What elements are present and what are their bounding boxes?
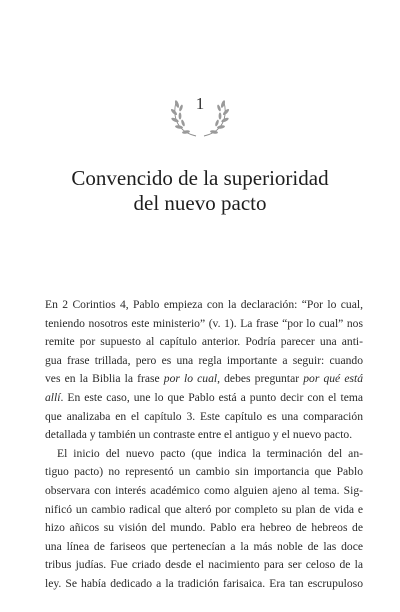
italic-phrase: allí [45,390,61,404]
text-line: gua frase trillada, pero es una regla importante a seguir: cuando [45,353,363,367]
text-line: nificó un cambio radical que alteró por completo su plan de vida e [45,502,363,516]
chapter-number: 1 [195,94,205,113]
text-line [45,370,363,389]
text-run: , debes preguntar [217,372,304,386]
text-line: El inicio del nuevo pacto (que indica la terminación del an- [57,446,363,460]
text-line: En 2 Corintios 4, Pablo empieza con la declaración: “Por lo cual, [45,298,363,311]
chapter-title [20,166,380,216]
text-run: ves en la Biblia la frase [45,372,164,386]
text-line: tribus judías. Fue criado desde el nacimiento para ser celoso de la [45,558,363,572]
italic-phrase: por lo cual [163,372,218,386]
text-line: remite por supuesto al capítulo anterior. Podría parecer una anti- [45,335,363,349]
text-line: una línea de fariseos que pertenecían a la más noble de las doce [45,539,363,553]
text-line: ley. Se había dedicado a la tradición farisaica. Era tan escrupuloso [45,576,363,590]
text-line: observara con interés académico como alguien ajeno al tema. Sig- [45,483,363,497]
chapter-title-line: Convencido de la superioridad [71,166,329,190]
chapter-body-text [45,296,363,594]
text-line: detallada y también un contraste entre el antiguo y el nuevo pacto. [45,428,353,442]
text-run: . En este caso, une lo que Pablo está a punto decir con el tema [60,390,363,404]
paragraph [45,296,363,445]
text-line: hizo añicos su visión del mundo. Pablo era hebreo de hebreos de [45,521,363,535]
chapter-title-line: del nuevo pacto [133,191,267,215]
text-line: teniendo nosotros este ministerio” (v. 1). La frase “por lo cual” nos [45,316,363,330]
paragraph [45,445,363,594]
text-line: tiguo pacto) no representó un cambio sin importancia que Pablo [45,465,363,479]
text-line: que analizaba en el capítulo 3. Este capítulo es una comparación [45,409,363,423]
text-line [45,389,363,408]
italic-phrase: por qué está [303,372,363,386]
